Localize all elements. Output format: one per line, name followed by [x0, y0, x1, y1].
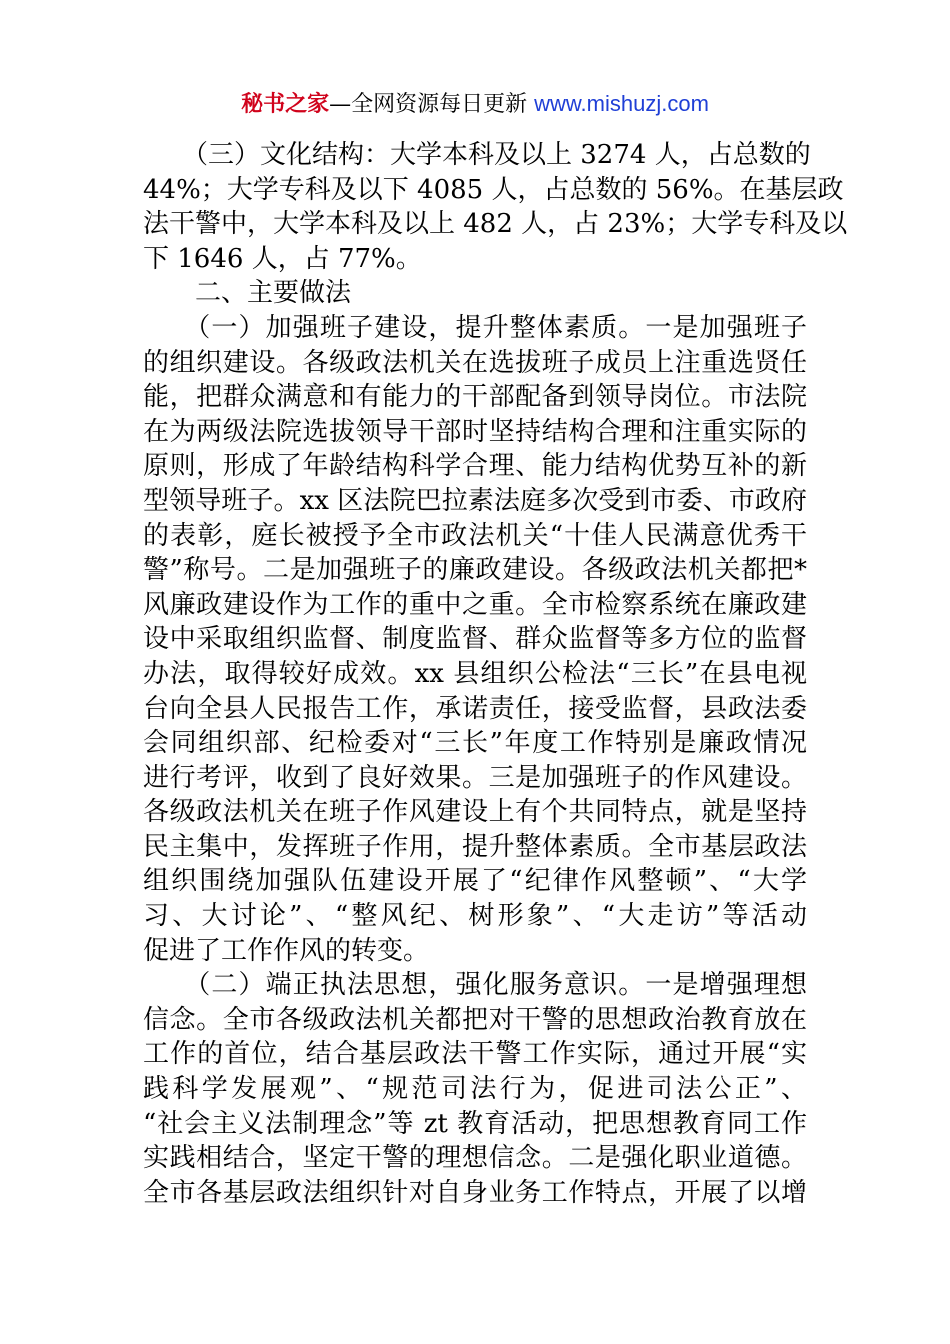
- text-line: 设中采取组织监督、制度监督、群众监督等多方位的监督: [143, 624, 807, 655]
- text-line: 下 1646 人，占 77%。: [143, 243, 422, 274]
- text-line: 的表彰，庭长被授予全市政法机关“十佳人民满意优秀干: [143, 520, 807, 551]
- page-header: [0, 88, 950, 121]
- header-tagline: —全网资源每日更新: [329, 92, 535, 117]
- brand-name: 秘书之家: [241, 91, 330, 117]
- section-heading: 二、主要做法: [143, 278, 352, 309]
- text-line: 台向全县人民报告工作，承诺责任，接受监督，县政法委: [143, 693, 807, 724]
- text-line: 组织围绕加强队伍建设开展了“纪律作风整顿”、“大学: [143, 866, 807, 897]
- text-line: （二）端正执法思想，强化服务意识。一是增强理想: [143, 970, 807, 1001]
- text-line: 会同组织部、纪检委对“三长”年度工作特别是廉政情况: [143, 728, 807, 759]
- text-line: 实践相结合，坚定干警的理想信念。二是强化职业道德。: [143, 1143, 807, 1174]
- text-line: 进行考评，收到了良好效果。三是加强班子的作风建设。: [143, 762, 807, 793]
- text-line: 能，把群众满意和有能力的干部配备到领导岗位。市法院: [143, 382, 807, 413]
- text-line: 践科学发展观”、“规范司法行为，促进司法公正”、: [143, 1074, 807, 1105]
- site-url-link[interactable]: www.mishuzj.com: [534, 91, 709, 116]
- text-line: 型领导班子。xx 区法院巴拉素法庭多次受到市委、市政府: [143, 485, 807, 516]
- text-line: 原则，形成了年龄结构科学合理、能力结构优势互补的新: [143, 451, 807, 482]
- text-line: 44%；大学专科及以下 4085 人，占总数的 56%。在基层政: [143, 174, 844, 205]
- text-line: 风廉政建设作为工作的重中之重。全市检察系统在廉政建: [143, 589, 807, 620]
- text-line: 警”称号。二是加强班子的廉政建设。各级政法机关都把*: [143, 555, 807, 586]
- text-line: 工作的首位，结合基层政法干警工作实际，通过开展“实: [143, 1039, 807, 1070]
- text-line: 的组织建设。各级政法机关在选拔班子成员上注重选贤任: [143, 347, 807, 378]
- text-line: 习、大讨论”、“整风纪、树形象”、“大走访”等活动: [143, 901, 807, 932]
- document-body: [143, 138, 848, 1210]
- text-line: 民主集中，发挥班子作用，提升整体素质。全市基层政法: [143, 831, 807, 862]
- text-line: （一）加强班子建设，提升整体素质。一是加强班子: [143, 312, 807, 343]
- text-line: 各级政法机关在班子作风建设上有个共同特点，就是坚持: [143, 797, 807, 828]
- text-line: 办法，取得较好成效。xx 县组织公检法“三长”在县电视: [143, 658, 807, 689]
- text-line: （三）文化结构：大学本科及以上 3274 人，占总数的: [143, 140, 811, 170]
- text-line: 全市各基层政法组织针对自身业务工作特点，开展了以增: [143, 1177, 807, 1208]
- text-line: 在为两级法院选拔领导干部时坚持结构合理和注重实际的: [143, 416, 807, 447]
- text-line: “社会主义法制理念”等 zt 教育活动，把思想教育同工作: [143, 1108, 807, 1139]
- text-line: 信念。全市各级政法机关都把对干警的思想政治教育放在: [143, 1004, 807, 1035]
- text-line: 促进了工作作风的转变。: [143, 935, 430, 966]
- text-line: 法干警中，大学本科及以上 482 人，占 23%；大学专科及以: [143, 209, 848, 240]
